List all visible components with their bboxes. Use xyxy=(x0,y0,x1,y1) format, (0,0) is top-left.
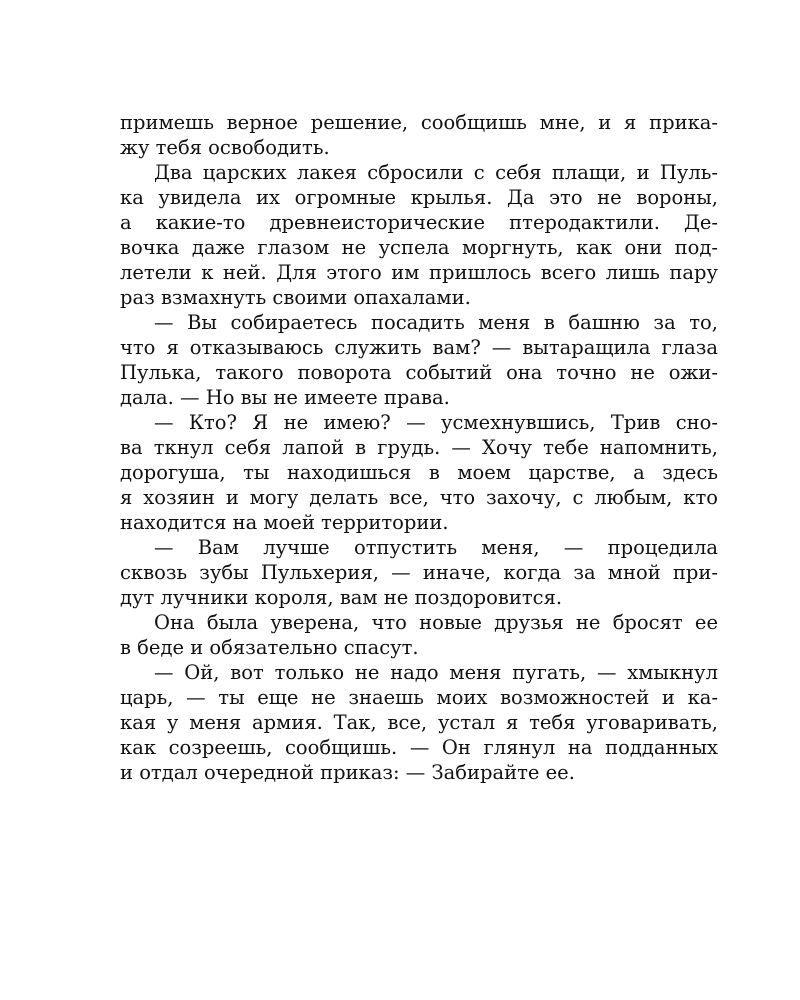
text-line: — Вам лучше отпустить меня, — процедила xyxy=(154,536,718,559)
text-line: раз взмахнуть своими опахалами. xyxy=(120,286,471,309)
text-line: а какие-то древнеисторические птеродактили. Де- xyxy=(120,211,718,234)
text-line: ка увидела их огромные крылья. Да это не вороны, xyxy=(120,186,718,209)
text-line: что я отказываюсь служить вам? — вытаращила глаза xyxy=(120,336,718,359)
text-line: сквозь зубы Пульхерия, — иначе, когда за мной при- xyxy=(120,561,718,584)
text-line: — Ой, вот только не надо меня пугать, — хмыкнул xyxy=(154,661,718,684)
text-line: летели к ней. Для этого им пришлось всего лишь пару xyxy=(120,261,718,284)
text-line: кая у меня армия. Так, все, устал я тебя уговаривать, xyxy=(120,711,718,734)
text-line: я хозяин и могу делать все, что захочу, с любым, кто xyxy=(120,486,718,509)
text-line: примешь верное решение, сообщишь мне, и я прика- xyxy=(120,111,718,134)
text-line: и отдал очередной приказ: — Забирайте ее. xyxy=(120,761,575,784)
text-line: жу тебя освободить. xyxy=(120,136,330,159)
text-line: Она была уверена, что новые друзья не бросят ее xyxy=(154,611,718,634)
text-line: дала. — Но вы не имеете права. xyxy=(120,386,450,409)
text-line: дорогуша, ты находишься в моем царстве, а здесь xyxy=(120,461,718,484)
text-line: Пулька, такого поворота событий она точно не ожи- xyxy=(120,361,718,384)
text-line: ва ткнул себя лапой в грудь. — Хочу тебе напомнить, xyxy=(120,436,718,459)
page-text xyxy=(120,110,718,785)
text-line: дут лучники короля, вам не поздоровится. xyxy=(120,586,563,609)
text-line: Два царских лакея сбросили с себя плащи, и Пуль- xyxy=(154,161,718,184)
text-line: — Кто? Я не имею? — усмехнувшись, Трив сно- xyxy=(154,411,718,434)
text-line: как созреешь, сообщишь. — Он глянул на подданных xyxy=(120,736,718,759)
text-line: царь, — ты еще не знаешь моих возможностей и ка- xyxy=(120,686,718,709)
text-line: в беде и обязательно спасут. xyxy=(120,636,419,659)
text-line: находится на моей территории. xyxy=(120,511,449,534)
text-line: — Вы собираетесь посадить меня в башню за то, xyxy=(154,311,718,334)
text-line: вочка даже глазом не успела моргнуть, как они под- xyxy=(120,236,718,259)
